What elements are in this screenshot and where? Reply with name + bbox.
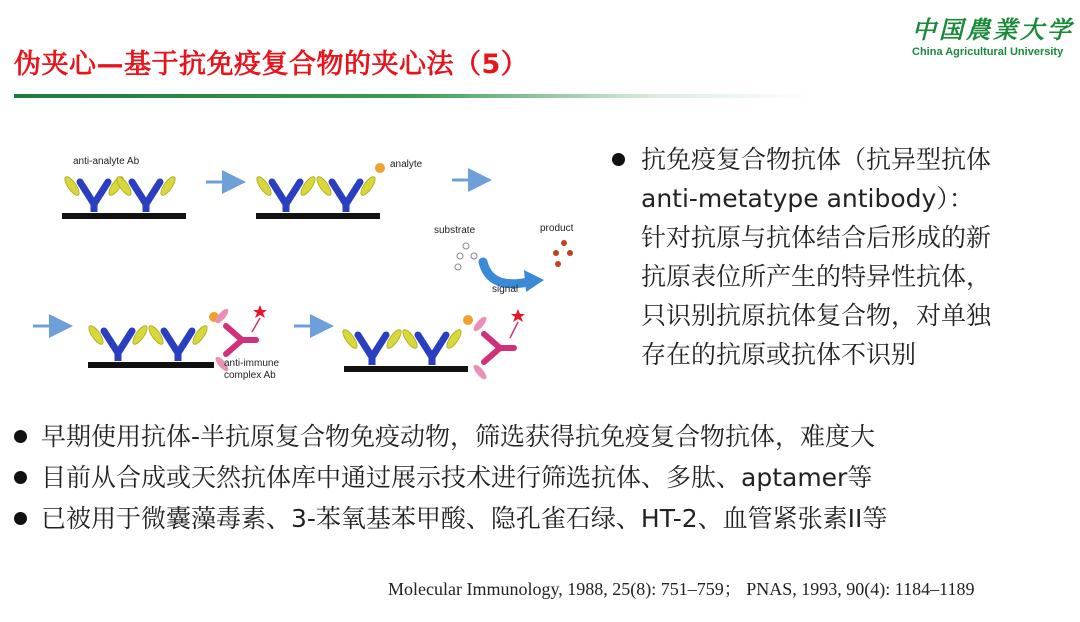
bullet-icon — [14, 512, 27, 525]
title-underline — [14, 94, 814, 98]
logo-chinese-name: 中国農業大学 — [912, 15, 1074, 44]
slide-title: 伪夹心—基于抗免疫复合物的夹心法（5） — [14, 49, 529, 80]
label-anti-analyte-ab: anti-analyte Ab — [73, 156, 140, 167]
bullet-list — [14, 418, 1074, 541]
list-item — [14, 500, 1074, 541]
label-analyte: analyte — [390, 159, 423, 170]
bullet-text: 目前从合成或天然抗体库中通过展示技术进行筛选抗体、多肽、aptamer等 — [41, 463, 873, 492]
panel-analyte-bound — [254, 159, 422, 219]
bullet-icon — [612, 153, 625, 166]
bullet-text: 已被用于微囊藻毒素、3-苯氧基苯甲酸、隐孔雀石绿、HT-2、血管紧张素II等 — [41, 504, 888, 533]
label-substrate: substrate — [434, 225, 476, 236]
university-logo — [912, 10, 1072, 65]
panel-anti-immune-complex — [86, 305, 279, 381]
label-anti-immune-line1: anti-immune — [224, 358, 280, 369]
panel-capture-antibodies — [62, 156, 186, 219]
panel-complex-bound — [340, 309, 525, 381]
signal-generation — [434, 223, 574, 295]
list-item — [14, 418, 1074, 459]
label-product: product — [540, 223, 574, 234]
label-signal: signal — [492, 284, 519, 295]
metatype-antibody-definition — [612, 140, 1052, 374]
logo-english-name: China Agricultural University — [912, 46, 1064, 58]
bullet-icon — [14, 430, 27, 443]
definition-text: 抗免疫复合物抗体（抗异型抗体 anti-metatype antibody）： 针对抗原与抗体结合后形成的新 抗原表位所产生的特异性抗体， 只识别抗原抗体复合物，对单独 存在的抗原或抗体不识别 — [641, 145, 992, 369]
label-anti-immune-line2: complex Ab — [224, 370, 276, 381]
reference-citation: Molecular Immunology, 1988, 25(8): 751–759； PNAS, 1993, 90(4): 1184–1189 — [388, 579, 975, 599]
pseudo-sandwich-diagram — [28, 140, 598, 390]
bullet-icon — [14, 471, 27, 484]
bullet-text: 早期使用抗体-半抗原复合物免疫动物，筛选获得抗免疫复合物抗体，难度大 — [41, 422, 876, 451]
list-item — [14, 459, 1074, 500]
